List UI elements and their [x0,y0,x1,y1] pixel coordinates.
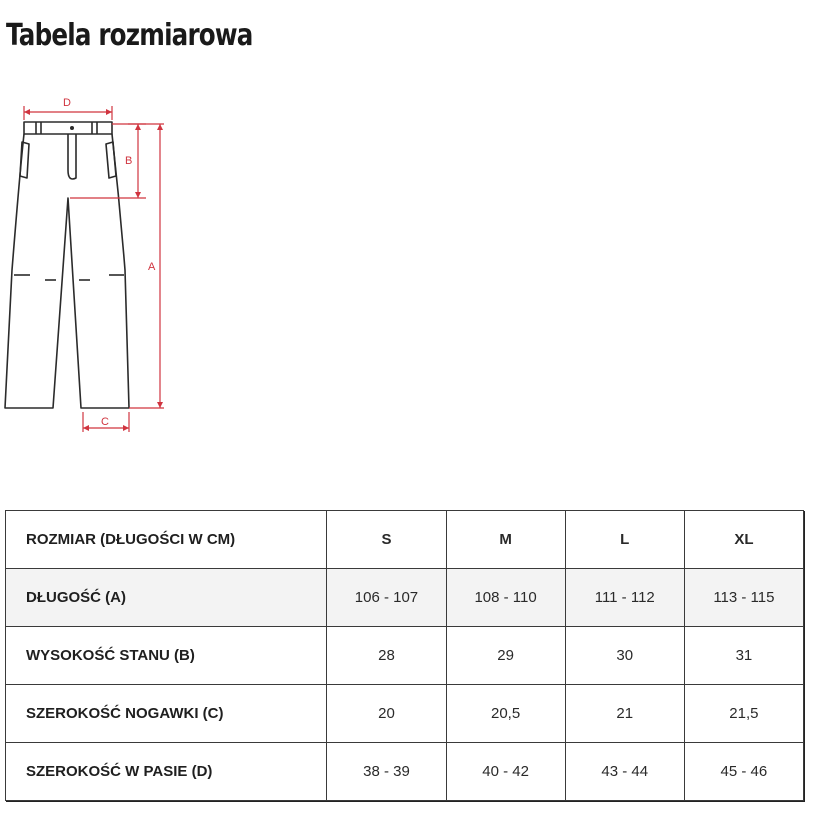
dimension-label-a: A [148,261,156,273]
table-cell: 30 [565,627,684,685]
trousers-size-diagram [0,90,175,435]
row-label: WYSOKOŚĆ STANU (B) [6,627,327,685]
trousers-outline [5,122,129,408]
dimension-label-d: D [63,97,71,109]
table-cell: 108 - 110 [446,569,565,627]
table-cell: 20 [327,685,446,743]
table-cell: 31 [684,627,803,685]
size-header-l: L [565,511,684,569]
table-header-label: ROZMIAR (DŁUGOŚCI W CM) [6,511,327,569]
table-cell: 43 - 44 [565,743,684,801]
table-cell: 20,5 [446,685,565,743]
table-cell: 40 - 42 [446,743,565,801]
table-cell: 29 [446,627,565,685]
dimension-label-c: C [101,416,109,428]
dimension-label-b: B [125,155,133,167]
table-row [6,569,804,627]
button-icon [70,126,74,130]
row-label: SZEROKOŚĆ NOGAWKI (C) [6,685,327,743]
table-cell: 28 [327,627,446,685]
row-label: SZEROKOŚĆ W PASIE (D) [6,743,327,801]
table-cell: 21 [565,685,684,743]
size-table [5,510,804,801]
size-header-s: S [327,511,446,569]
table-cell: 21,5 [684,685,803,743]
table-cell: 113 - 115 [684,569,803,627]
page-title: Tabela rozmiarowa [6,18,253,53]
row-label: DŁUGOŚĆ (A) [6,569,327,627]
table-header-row [6,511,804,569]
table-cell: 111 - 112 [565,569,684,627]
table-cell: 106 - 107 [327,569,446,627]
size-header-m: M [446,511,565,569]
table-cell: 45 - 46 [684,743,803,801]
table-row [6,627,804,685]
dimension-lines [24,106,164,432]
dimension-arrowheads [24,109,163,431]
table-cell: 38 - 39 [327,743,446,801]
table-row [6,685,804,743]
table-row [6,743,804,801]
size-header-xl: XL [684,511,803,569]
